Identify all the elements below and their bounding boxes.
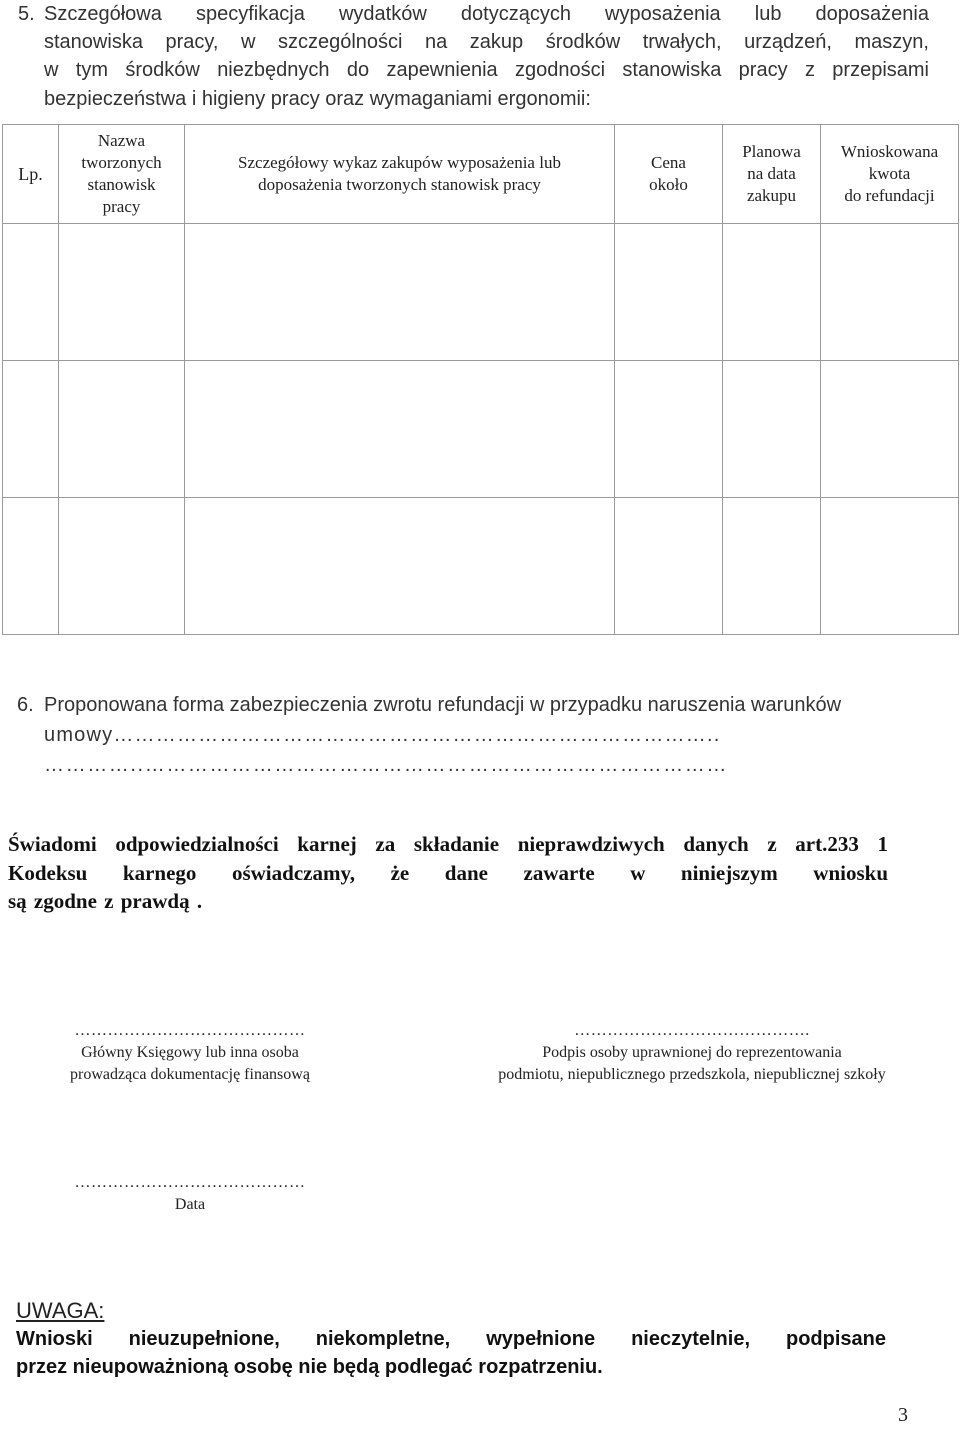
table-cell-cena[interactable] bbox=[615, 361, 723, 498]
table-row bbox=[3, 498, 959, 635]
header-cena bbox=[615, 125, 723, 224]
declaration-line: Kodeksu karnego oświadczamy, że dane zawarte w niniejszym wniosku bbox=[8, 860, 888, 885]
section-5-line: bezpieczeństwa i higieny pracy oraz wymaganiami ergonomii: bbox=[44, 87, 591, 110]
table-cell-data[interactable] bbox=[723, 498, 821, 635]
header-cena-line: około bbox=[649, 175, 688, 194]
signature-representative bbox=[462, 1020, 922, 1086]
page-number: 3 bbox=[898, 1404, 908, 1426]
header-lp-text: Lp. bbox=[18, 164, 43, 184]
header-kwota bbox=[821, 125, 959, 224]
header-kwota-line: kwota bbox=[868, 164, 911, 183]
table-row bbox=[3, 224, 959, 361]
table-cell-lp[interactable] bbox=[3, 361, 59, 498]
declaration-line: Świadomi odpowiedzialności karnej za składanie nieprawdziwych danych z art.233 1 bbox=[8, 832, 888, 856]
header-data bbox=[723, 125, 821, 224]
table-cell-wykaz[interactable] bbox=[185, 361, 615, 498]
note-line: Wnioski nieuzupełnione, niekompletne, wypełnione nieczytelnie, podpisane bbox=[16, 1328, 886, 1350]
header-nazwa-line: pracy bbox=[102, 197, 141, 216]
header-wykaz bbox=[185, 125, 615, 224]
date-line[interactable]: …………………………………… bbox=[74, 1174, 306, 1191]
header-data-line: Planowa bbox=[742, 142, 801, 161]
table-cell-nazwa[interactable] bbox=[59, 361, 185, 498]
header-wykaz-line: doposażenia tworzonych stanowisk pracy bbox=[258, 175, 541, 194]
header-cena-line: Cena bbox=[651, 153, 686, 172]
table-cell-nazwa[interactable] bbox=[59, 498, 185, 635]
declaration-line: są zgodne z prawdą . bbox=[8, 889, 203, 913]
header-wykaz-line: Szczegółowy wykaz zakupów wyposażenia lub bbox=[238, 153, 561, 172]
table-cell-nazwa[interactable] bbox=[59, 224, 185, 361]
date-field bbox=[40, 1172, 340, 1216]
header-lp bbox=[3, 125, 59, 224]
table-cell-kwota[interactable] bbox=[821, 224, 959, 361]
signature-line[interactable]: ……………………………………. bbox=[574, 1022, 810, 1039]
table-cell-cena[interactable] bbox=[615, 224, 723, 361]
table-cell-data[interactable] bbox=[723, 361, 821, 498]
table-cell-data[interactable] bbox=[723, 224, 821, 361]
header-nazwa-line: stanowisk bbox=[87, 175, 156, 194]
section-5-line: w tym środków niezbędnych do zapewnienia zgodności stanowiska pracy z przepisami bbox=[44, 59, 929, 82]
header-nazwa-line: tworzonych bbox=[81, 153, 162, 172]
table-cell-lp[interactable] bbox=[3, 224, 59, 361]
declaration bbox=[8, 830, 888, 916]
table-cell-wykaz[interactable] bbox=[185, 498, 615, 635]
header-kwota-line: Wnioskowana bbox=[840, 142, 939, 161]
header-nazwa-line: Nazwa bbox=[97, 131, 146, 150]
header-nazwa bbox=[59, 125, 185, 224]
note-text bbox=[16, 1325, 886, 1381]
specification-table bbox=[2, 124, 959, 635]
table-cell-kwota[interactable] bbox=[821, 361, 959, 498]
section-6-title: Proponowana forma zabezpieczenia zwrotu refundacji w przypadku naruszenia warunków bbox=[44, 694, 842, 716]
table-cell-cena[interactable] bbox=[615, 498, 723, 635]
header-data-line: na data bbox=[747, 164, 796, 183]
signature-caption: Podpis osoby uprawnionej do reprezentowania bbox=[542, 1044, 842, 1061]
section-6-fill-line[interactable]: umowy………………………………………………………………………….. bbox=[44, 724, 721, 746]
header-kwota-line: do refundacji bbox=[844, 186, 935, 205]
date-label: Data bbox=[174, 1196, 206, 1213]
signature-caption: podmiotu, niepublicznego przedszkola, niepublicznej szkoły bbox=[498, 1066, 886, 1083]
table-cell-lp[interactable] bbox=[3, 498, 59, 635]
section-5-text bbox=[44, 0, 929, 113]
section-6-fill-line[interactable]: …………..……………………………………………………………………… bbox=[44, 754, 728, 776]
section-5-number: 5. bbox=[18, 3, 35, 25]
signature-caption: prowadząca dokumentację finansową bbox=[70, 1066, 310, 1083]
signature-line[interactable]: …………………………………… bbox=[74, 1022, 306, 1039]
note-line: przez nieupoważnioną osobę nie będą podlegać rozpatrzeniu. bbox=[16, 1356, 603, 1378]
signature-caption: Główny Księgowy lub inna osoba bbox=[81, 1044, 299, 1061]
table-header-row bbox=[3, 125, 959, 224]
header-data-line: zakupu bbox=[746, 186, 797, 205]
section-5-line: Szczegółowa specyfikacja wydatków dotyczących wyposażenia lub doposażenia bbox=[44, 3, 929, 25]
table-row bbox=[3, 361, 959, 498]
signature-accountant bbox=[40, 1020, 340, 1086]
table-cell-wykaz[interactable] bbox=[185, 224, 615, 361]
table-cell-kwota[interactable] bbox=[821, 498, 959, 635]
section-6-number: 6. bbox=[17, 694, 34, 716]
section-5-line: stanowiska pracy, w szczególności na zakup środków trwałych, urządzeń, maszyn, bbox=[44, 31, 929, 54]
note-title: UWAGA: bbox=[16, 1298, 105, 1323]
